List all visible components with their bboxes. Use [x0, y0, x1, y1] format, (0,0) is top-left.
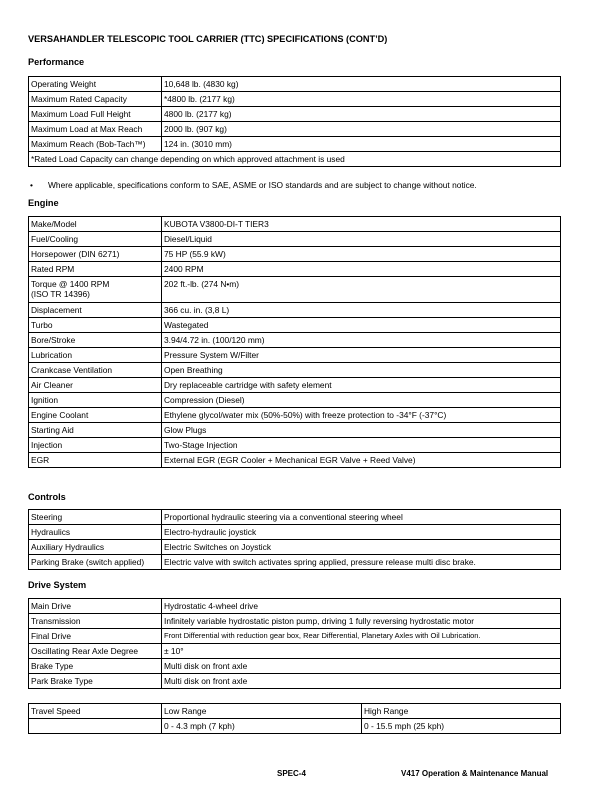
row-value: Infinitely variable hydrostatic piston pump, driving 1 fully reversing hydrostatic motor [162, 614, 561, 629]
row-label: Starting Aid [29, 423, 162, 438]
table-row [29, 378, 561, 393]
standards-note [28, 180, 477, 190]
performance-footnote: *Rated Load Capacity can change depending on which approved attachment is used [29, 152, 561, 167]
low-range-header: Low Range [162, 704, 362, 719]
row-label: Engine Coolant [29, 408, 162, 423]
table-row [29, 137, 561, 152]
table-row [29, 393, 561, 408]
row-value: Open Breathing [162, 363, 561, 378]
row-label: Final Drive [29, 629, 162, 644]
row-value: Glow Plugs [162, 423, 561, 438]
row-label: Auxiliary Hydraulics [29, 540, 162, 555]
row-label: Rated RPM [29, 262, 162, 277]
performance-table [28, 76, 561, 167]
row-value: 10,648 lb. (4830 kg) [162, 77, 561, 92]
row-label: Ignition [29, 393, 162, 408]
drive-system-table [28, 598, 561, 689]
row-value: Proportional hydraulic steering via a conventional steering wheel [162, 510, 561, 525]
row-label: Transmission [29, 614, 162, 629]
row-label: Maximum Reach (Bob-Tach™) [29, 137, 162, 152]
table-row [29, 247, 561, 262]
row-value: 366 cu. in. (3,8 L) [162, 303, 561, 318]
table-row [29, 659, 561, 674]
table-row [29, 363, 561, 378]
row-label: Maximum Load Full Height [29, 107, 162, 122]
table-row [29, 408, 561, 423]
engine-table [28, 216, 561, 468]
row-value: 124 in. (3010 mm) [162, 137, 561, 152]
row-label: Maximum Load at Max Reach [29, 122, 162, 137]
row-value: Wastegated [162, 318, 561, 333]
row-value: 202 ft.-lb. (274 N•m) [162, 277, 561, 303]
table-row [29, 525, 561, 540]
table-row [29, 277, 561, 303]
table-row [29, 122, 561, 137]
row-label: Make/Model [29, 217, 162, 232]
travel-speed-table [28, 703, 561, 734]
row-value: 75 HP (55.9 kW) [162, 247, 561, 262]
high-range-header: High Range [362, 704, 561, 719]
table-row [29, 719, 561, 734]
page-title: VERSAHANDLER TELESCOPIC TOOL CARRIER (TTC) SPECIFICATIONS (CONT’D) [28, 34, 388, 44]
row-value: 3.94/4.72 in. (100/120 mm) [162, 333, 561, 348]
table-row [29, 629, 561, 644]
table-row [29, 318, 561, 333]
row-value: Multi disk on front axle [162, 659, 561, 674]
row-label: Air Cleaner [29, 378, 162, 393]
empty-cell [29, 719, 162, 734]
table-row [29, 614, 561, 629]
row-label-line-1: Torque @ 1400 RPM [31, 279, 110, 289]
row-label: Horsepower (DIN 6271) [29, 247, 162, 262]
row-label: Hydraulics [29, 525, 162, 540]
row-value: Compression (Diesel) [162, 393, 561, 408]
drive-system-heading: Drive System [28, 580, 87, 590]
row-value: Multi disk on front axle [162, 674, 561, 689]
row-label: Lubrication [29, 348, 162, 363]
table-row [29, 217, 561, 232]
row-label: Injection [29, 438, 162, 453]
row-label: Park Brake Type [29, 674, 162, 689]
row-label: Steering [29, 510, 162, 525]
row-value: Electric valve with switch activates spring applied, pressure release multi disc brake. [162, 555, 561, 570]
performance-heading: Performance [28, 57, 85, 67]
row-value: Dry replaceable cartridge with safety element [162, 378, 561, 393]
table-row [29, 510, 561, 525]
table-row [29, 232, 561, 247]
row-value: External EGR (EGR Cooler + Mechanical EGR Valve + Reed Valve) [162, 453, 561, 468]
row-label: Maximum Rated Capacity [29, 92, 162, 107]
row-value: Front Differential with reduction gear box, Rear Differential, Planetary Axles with Oil Lubrication. [162, 629, 561, 644]
row-label: Operating Weight [29, 77, 162, 92]
table-row [29, 77, 561, 92]
row-label [29, 277, 162, 303]
table-row [29, 644, 561, 659]
page-number: SPEC-4 [277, 769, 306, 778]
row-value: Ethylene glycol/water mix (50%-50%) with freeze protection to -34°F (-37°C) [162, 408, 561, 423]
row-value: 2000 lb. (907 kg) [162, 122, 561, 137]
row-label: EGR [29, 453, 162, 468]
row-value: Diesel/Liquid [162, 232, 561, 247]
row-label: Oscillating Rear Axle Degree [29, 644, 162, 659]
table-row [29, 704, 561, 719]
row-value: Electric Switches on Joystick [162, 540, 561, 555]
table-row [29, 540, 561, 555]
manual-title: V417 Operation & Maintenance Manual [401, 769, 549, 778]
note-text: Where applicable, specifications conform to SAE, ASME or ISO standards and are subject to change without notice. [48, 180, 477, 190]
controls-table [28, 509, 561, 570]
row-label-line-2: (ISO TR 14396) [31, 289, 90, 299]
table-row [29, 348, 561, 363]
row-label: Fuel/Cooling [29, 232, 162, 247]
row-label: Main Drive [29, 599, 162, 614]
table-row [29, 152, 561, 167]
row-value: Two-Stage Injection [162, 438, 561, 453]
low-range-value: 0 - 4.3 mph (7 kph) [162, 719, 362, 734]
table-row [29, 333, 561, 348]
table-row [29, 262, 561, 277]
row-value: Pressure System W/Filter [162, 348, 561, 363]
table-row [29, 599, 561, 614]
row-value: *4800 lb. (2177 kg) [162, 92, 561, 107]
row-label: Bore/Stroke [29, 333, 162, 348]
row-value: 4800 lb. (2177 kg) [162, 107, 561, 122]
table-row [29, 438, 561, 453]
table-row [29, 92, 561, 107]
table-row [29, 453, 561, 468]
table-row [29, 674, 561, 689]
table-row [29, 423, 561, 438]
engine-heading: Engine [28, 198, 59, 208]
row-label: Displacement [29, 303, 162, 318]
table-row [29, 555, 561, 570]
row-value: Electro-hydraulic joystick [162, 525, 561, 540]
row-value: ± 10° [162, 644, 561, 659]
table-row [29, 107, 561, 122]
travel-speed-label: Travel Speed [29, 704, 162, 719]
row-value: Hydrostatic 4-wheel drive [162, 599, 561, 614]
row-label: Parking Brake (switch applied) [29, 555, 162, 570]
controls-heading: Controls [28, 492, 66, 502]
table-row [29, 303, 561, 318]
bullet: • [30, 180, 33, 190]
row-value: KUBOTA V3800-DI-T TIER3 [162, 217, 561, 232]
high-range-value: 0 - 15.5 mph (25 kph) [362, 719, 561, 734]
row-value: 2400 RPM [162, 262, 561, 277]
row-label: Brake Type [29, 659, 162, 674]
row-label: Turbo [29, 318, 162, 333]
row-label: Crankcase Ventilation [29, 363, 162, 378]
